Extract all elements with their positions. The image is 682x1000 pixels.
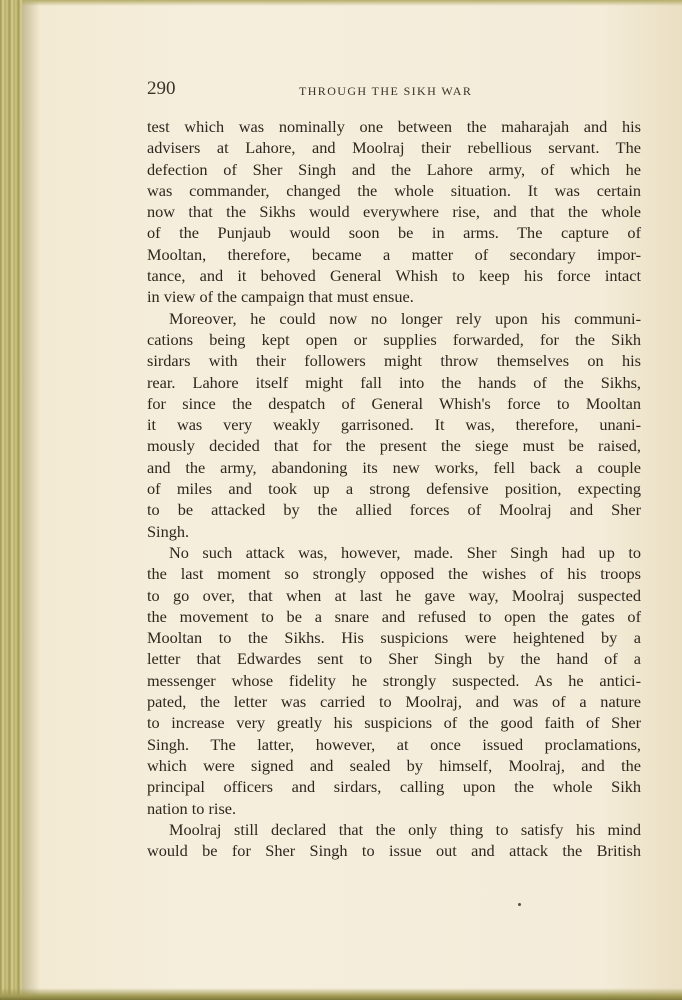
page-number: 290 bbox=[147, 78, 176, 99]
text-line: the last moment so strongly opposed the wishes of his troops bbox=[147, 564, 641, 584]
text-line: and the army, abandoning its new works, fell back a couple bbox=[147, 457, 641, 477]
text-line: letter that Edwardes sent to Sher Singh by the hand of a bbox=[147, 649, 641, 669]
text-line: in view of the campaign that must ensue. bbox=[147, 287, 414, 307]
book-binding-edge bbox=[0, 0, 22, 1000]
page-top-edge bbox=[22, 0, 682, 6]
body-text bbox=[147, 116, 641, 861]
text-line: advisers at Lahore, and Moolraj their rebellious servant. The bbox=[147, 138, 641, 158]
text-line: now that the Sikhs would everywhere rise, and that the whole bbox=[147, 202, 641, 222]
text-line: for since the despatch of General Whish's force to Mooltan bbox=[147, 393, 641, 413]
paper-speck bbox=[518, 903, 521, 906]
text-line: to be attacked by the allied forces of Moolraj and Sher bbox=[147, 500, 641, 520]
text-line: to increase very greatly his suspicions of the good faith of Sher bbox=[147, 713, 641, 733]
text-line: which were signed and sealed by himself, Moolraj, and the bbox=[147, 755, 641, 775]
running-head: THROUGH THE SIKH WAR bbox=[299, 84, 473, 98]
page-bottom-edge bbox=[0, 988, 682, 1000]
text-line: cations being kept open or supplies forwarded, for the Sikh bbox=[147, 329, 641, 349]
text-line: Moolraj still declared that the only thing to satisfy his mind bbox=[169, 819, 641, 839]
text-line: tance, and it behoved General Whish to keep his force intact bbox=[147, 266, 641, 286]
page-header bbox=[147, 78, 641, 102]
text-line: nation to rise. bbox=[147, 798, 237, 818]
text-line: rear. Lahore itself might fall into the hands of the Sikhs, bbox=[147, 372, 641, 392]
text-line: Singh. bbox=[147, 521, 190, 541]
text-line: the movement to be a snare and refused to open the gates of bbox=[147, 606, 641, 626]
text-line: defection of Sher Singh and the Lahore army, of which he bbox=[147, 159, 641, 179]
text-line: principal officers and sirdars, calling upon the whole Sikh bbox=[147, 777, 641, 797]
text-line: test which was nominally one between the maharajah and his bbox=[147, 117, 641, 136]
text-line: Singh. The latter, however, at once issued proclamations, bbox=[147, 734, 641, 754]
text-line: sirdars with their followers might throw themselves on his bbox=[147, 351, 641, 371]
text-line: of miles and took up a strong defensive position, expecting bbox=[147, 479, 641, 499]
text-line: was commander, changed the whole situation. It was certain bbox=[147, 180, 641, 200]
text-line: of the Punjaub would soon be in arms. The capture of bbox=[147, 223, 641, 243]
text-line: pated, the letter was carried to Moolraj, and was of a nature bbox=[147, 692, 641, 712]
text-line: would be for Sher Singh to issue out and attack the British bbox=[147, 841, 641, 861]
text-line: No such attack was, however, made. Sher Singh had up to bbox=[169, 542, 641, 562]
gutter-shadow bbox=[22, 0, 40, 1000]
text-line: it was very weakly garrisoned. It was, therefore, unani- bbox=[147, 415, 641, 435]
text-line: Moreover, he could now no longer rely upon his communi- bbox=[169, 308, 641, 328]
text-line: to go over, that when at last he gave way, Moolraj suspected bbox=[147, 585, 641, 605]
text-line: Mooltan to the Sikhs. His suspicions were heightened by a bbox=[147, 628, 641, 648]
text-line: mously decided that for the present the siege must be raised, bbox=[147, 436, 641, 456]
text-line: Mooltan, therefore, became a matter of secondary impor- bbox=[147, 244, 641, 264]
text-line: messenger whose fidelity he strongly suspected. As he antici- bbox=[147, 670, 641, 690]
